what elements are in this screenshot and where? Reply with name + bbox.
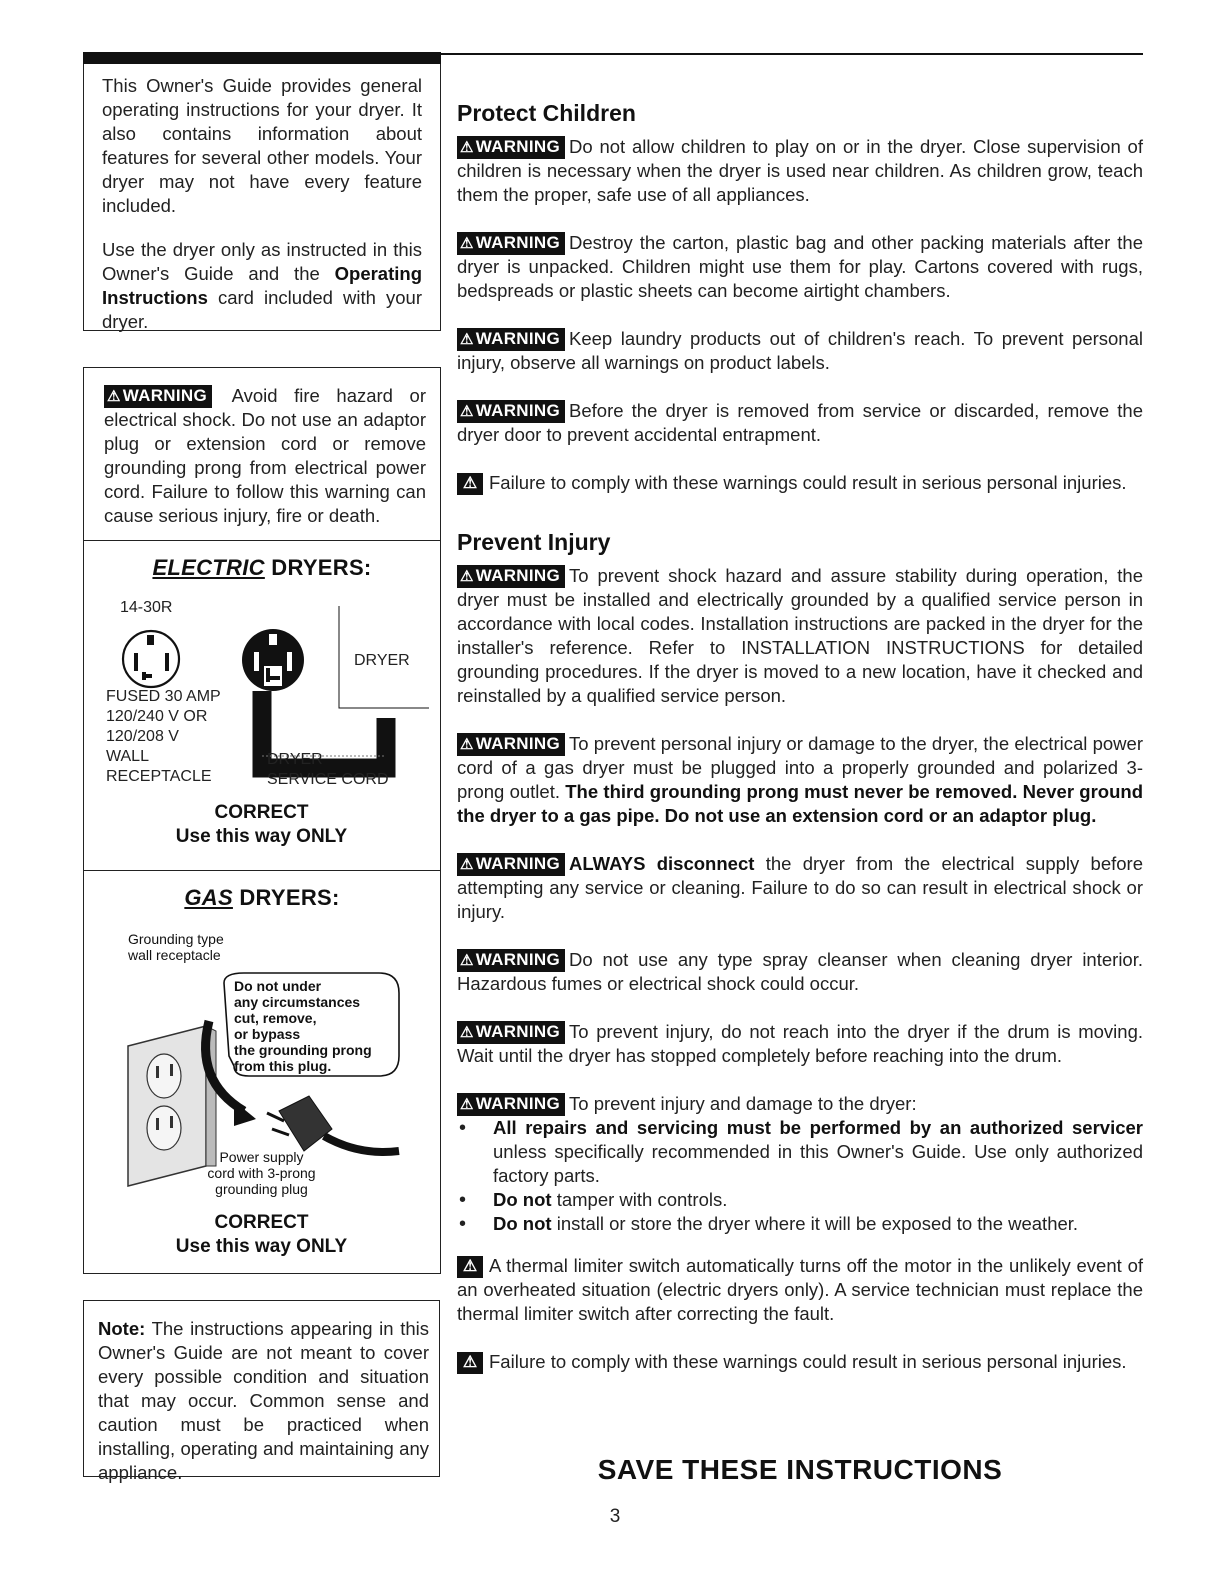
servicing-bullet-list: [457, 1116, 1143, 1236]
warning-triangle-icon: ⚠: [460, 856, 474, 873]
gas-correct-label: CORRECT: [214, 1212, 309, 1233]
warning-text: Keep laundry products out of children's reach. To prevent personal injury, observe all warnings on product labels.: [457, 328, 1143, 373]
prevent-warning-5: [457, 1020, 1143, 1068]
warning-triangle-icon: ⚠: [460, 1024, 474, 1041]
warning-badge: [457, 1093, 565, 1116]
warning-6-intro: [457, 1092, 1143, 1116]
grounding-warning-box: [83, 367, 441, 1274]
thermal-text: A thermal limiter switch automatically turns off the motor in the unlikely event of an overheated situation (electric dryers only). A service technician must replace the thermal limiter switch after correcting the fault.: [457, 1255, 1143, 1324]
warning-text: Do not allow children to play on or in the dryer. Close supervision of children is necessary when the dryer is used near children. As children grow, teach them the proper, safe use of all appliances.: [457, 136, 1143, 205]
warning-badge: [457, 853, 565, 876]
right-column: [457, 100, 1143, 1398]
bullet-bold-text: Do not: [493, 1189, 552, 1210]
intro-paragraph: This Owner's Guide provides general operating instructions for your dryer. It also contains information about features for several other models. Your dryer may not have every feature included.: [102, 75, 422, 216]
warning-triangle-icon: ⚠: [460, 1096, 474, 1113]
page-number: 3: [609, 1506, 621, 1527]
bubble-line: or bypass: [234, 1026, 301, 1042]
top-rule-thick: [83, 52, 441, 64]
warning-badge: [457, 565, 565, 588]
intro-usage-tail: card included with your dryer.: [102, 287, 422, 332]
alert-triangle-icon: ⚠: [457, 1352, 483, 1374]
warning-badge-label: WARNING: [475, 854, 561, 873]
list-item: [457, 1116, 1143, 1188]
warning-badge-label: WARNING: [475, 329, 561, 348]
plug-face-icon: [242, 629, 304, 691]
wall-receptacle-label: wall receptacle: [128, 947, 221, 963]
warning-triangle-icon: ⚠: [460, 139, 474, 156]
note-paragraph: [98, 1317, 429, 1485]
warning-badge-label: WARNING: [475, 1094, 561, 1113]
warning-badge: [104, 385, 212, 408]
three-prong-plug-icon: [267, 1096, 399, 1152]
bullet-bold-text: All repairs and servicing must be performed by an authorized servicer: [493, 1117, 1143, 1138]
dryer-label: DRYER: [354, 652, 410, 669]
electric-title-rest: DRYERS:: [264, 555, 372, 580]
operating-instructions-ref: Operating Instructions: [102, 263, 422, 308]
gas-title-rest: DRYERS:: [232, 885, 340, 910]
alert-triangle-icon: ⚠: [457, 473, 483, 495]
warning-text: To prevent injury, do not reach into the dryer if the drum is moving. Wait until the dryer has stopped completely before reaching into the drum.: [457, 1021, 1143, 1066]
electric-dryers-title: [84, 541, 440, 581]
warning-badge-label: WARNING: [475, 233, 561, 252]
electric-use-only-label: Use this way ONLY: [175, 826, 348, 847]
fused-amp-label: FUSED 30 AMP: [106, 688, 221, 705]
gas-use-only-label: Use this way ONLY: [175, 1236, 348, 1257]
warning-badge: [457, 400, 565, 423]
top-rule-thin: [441, 53, 1143, 55]
prevent-warning-4: [457, 948, 1143, 996]
bullet-text: unless specifically recommended in this Owner's Guide. Use only authorized factory parts.: [493, 1141, 1143, 1186]
bubble-line: Do not under: [234, 978, 322, 994]
warning-badge: [457, 1021, 565, 1044]
electric-title-underlined: ELECTRIC: [152, 555, 265, 580]
bullet-bold-text: Do not: [493, 1213, 552, 1234]
protect-warning-4: [457, 399, 1143, 447]
list-item: [457, 1212, 1143, 1236]
grounding-type-label: Grounding type: [128, 931, 224, 947]
protect-failure-note: [457, 471, 1143, 495]
warning-text: Do not use any type spray cleanser when cleaning dryer interior. Hazardous fumes or electrical shock could occur.: [457, 949, 1143, 994]
warning-badge: [457, 232, 565, 255]
prevent-warning-2: [457, 732, 1143, 828]
bubble-line: cut, remove,: [234, 1010, 317, 1026]
electric-correct-label: CORRECT: [214, 802, 309, 823]
intro-box: [83, 64, 441, 331]
bubble-line: any circumstances: [234, 994, 361, 1010]
warning-triangle-icon: ⚠: [460, 235, 474, 252]
warning-text: To prevent personal injury or damage to the dryer, the electrical power cord of a gas dryer must be plugged into a properly grounded and polarized 3-prong outlet.: [457, 733, 1143, 802]
list-item: [457, 1188, 1143, 1212]
intro-usage-paragraph: [102, 238, 422, 334]
warning-text: To prevent shock hazard and assure stability during operation, the dryer must be installed and electrically grounded by a qualified service person in accordance with local codes. Installation instructions are packed in the dryer for the installer's reference. Refer to INSTALLATION INSTRUCTIONS for detailed grounding procedures. If the dryer is moved to a new location, have it checked and reinstalled by a qualified service person.: [457, 565, 1143, 706]
thermal-limiter-note: [457, 1254, 1143, 1326]
warning-text: Destroy the carton, plastic bag and other packing materials after the dryer is unpacked. Children might use them for play. Cartons covered with rugs, bedspreads or plastic sheets can become airtight chambers.: [457, 232, 1143, 301]
power-cord-label: cord with 3-prong: [207, 1165, 316, 1181]
grounding-plug-label: grounding plug: [215, 1181, 308, 1197]
fire-hazard-warning: Avoid fire hazard or electrical shock. Do not use an adaptor plug or extension cord or remove grounding prong from electrical power cord. Failure to follow this warning can cause serious injury, fire or death.: [104, 385, 427, 526]
intro-usage-text: Use the dryer only as instructed in this Owner's Guide and the: [102, 239, 422, 284]
warning-triangle-icon: ⚠: [460, 331, 474, 348]
prevent-warning-3: [457, 852, 1143, 924]
protect-warning-3: [457, 327, 1143, 375]
gas-dryers-title: [84, 871, 440, 911]
warning-triangle-icon: ⚠: [107, 388, 121, 405]
warning-text: the dryer from the electrical supply before attempting any service or cleaning. Failure to do so can result in electrical shock or injury.: [457, 853, 1144, 922]
prevent-injury-heading: Prevent Injury: [457, 529, 611, 555]
warning-badge-label: WARNING: [475, 401, 561, 420]
bubble-text: [234, 978, 372, 1074]
warning-text: Before the dryer is removed from service or discarded, remove the dryer door to prevent accidental entrapment.: [457, 400, 1143, 445]
electrical-warning-text: [104, 384, 426, 528]
prevent-failure-note: [457, 1350, 1143, 1374]
prevent-warning-6: [457, 1092, 1143, 1236]
protect-warning-2: [457, 231, 1143, 303]
bullet-text: tamper with controls.: [551, 1189, 728, 1210]
bullet-text: install or store the dryer where it will be exposed to the weather.: [551, 1213, 1079, 1234]
warning-triangle-icon: ⚠: [460, 568, 474, 585]
voltage-label-1: 120/240 V OR: [106, 708, 208, 725]
note-box: [83, 1300, 440, 1483]
bubble-line: the grounding prong: [234, 1042, 372, 1058]
protect-children-heading: Protect Children: [457, 100, 636, 126]
bubble-line: from this plug.: [234, 1058, 332, 1074]
warning-badge-label: WARNING: [475, 950, 561, 969]
protect-warning-1: [457, 135, 1143, 207]
warning-badge-label: WARNING: [475, 734, 561, 753]
warning-triangle-icon: ⚠: [460, 952, 474, 969]
warning-badge: [457, 733, 565, 756]
receptacle-label: RECEPTACLE: [106, 768, 212, 785]
note-text: The instructions appearing in this Owner's Guide are not meant to cover every possible condition and situation that may occur. Common sense and caution must be practiced when installing, operating and maintaining any appliance.: [98, 1318, 429, 1483]
gas-title-underlined: GAS: [184, 885, 233, 910]
failure-text: Failure to comply with these warnings could result in serious personal injuries.: [489, 472, 1127, 493]
cord-label-2: SERVICE CORD: [267, 771, 389, 788]
warning-badge: [457, 328, 565, 351]
warning-badge-label: WARNING: [122, 386, 208, 405]
warning-badge: [457, 949, 565, 972]
electric-dryers-section: [84, 541, 440, 871]
failure-text: Failure to comply with these warnings could result in serious personal injuries.: [489, 1351, 1127, 1372]
save-instructions-heading: SAVE THESE INSTRUCTIONS: [597, 1454, 1003, 1485]
gas-dryers-section: [84, 871, 440, 1273]
alert-triangle-icon: ⚠: [457, 1256, 483, 1278]
warning-badge: [457, 136, 565, 159]
electrical-warning-section: [84, 368, 440, 541]
prevent-warning-1: [457, 564, 1143, 708]
cord-label-1: DRYER: [267, 751, 323, 768]
note-label: Note:: [98, 1318, 146, 1339]
wall-label: WALL: [106, 748, 149, 765]
receptacle-outline-icon: [123, 631, 179, 687]
warning-bold-text: The third grounding prong must never be removed. Never ground the dryer to a gas pipe. Do not use an extension cord or an adaptor plug.: [457, 781, 1143, 826]
warning-badge-label: WARNING: [475, 137, 561, 156]
warning-bold-text: ALWAYS disconnect: [569, 853, 755, 874]
power-supply-label: Power supply: [219, 1149, 304, 1165]
voltage-label-2: 120/208 V: [106, 728, 179, 745]
warning-triangle-icon: ⚠: [460, 403, 474, 420]
warning-badge-label: WARNING: [475, 1022, 561, 1041]
warning-triangle-icon: ⚠: [460, 736, 474, 753]
warning-badge-label: WARNING: [475, 566, 561, 585]
warning-text: To prevent injury and damage to the dryer:: [569, 1093, 917, 1114]
receptacle-type-label: 14-30R: [120, 599, 173, 616]
